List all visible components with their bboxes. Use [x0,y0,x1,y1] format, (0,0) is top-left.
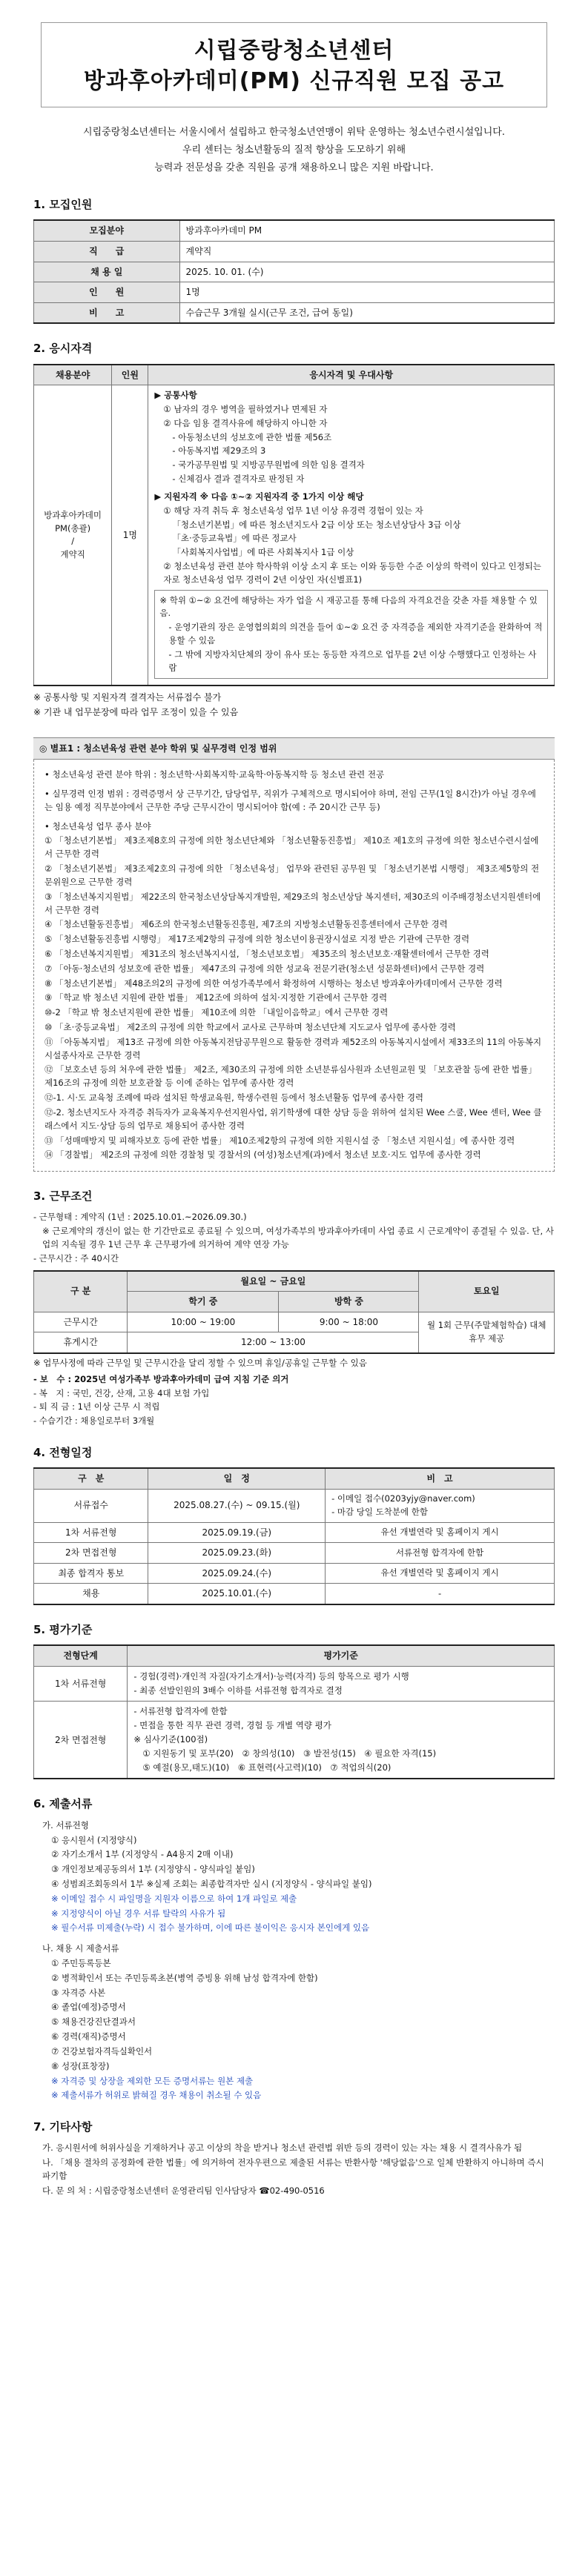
table-row [34,220,555,241]
col-header: 구 분 [34,1271,128,1312]
conditions-after [33,1357,555,1428]
intro-line: 우리 센터는 청소년활동의 질적 향상을 도모하기 위해 [182,145,406,156]
ref-item: ⑤ 「청소년활동진흥법 시행령」 제17조제2항의 규정에 의한 청소년이용권장시설로 지정 받은 기관에 근무한 경력 [44,934,470,945]
col-header: 구 분 [34,1468,148,1489]
ref-item: ⑫ 「보호소년 등의 처우에 관한 법률」 제2조, 제30조의 규정에 의한 소년분류심사원과 소년원교원 및 「보호관찰 등에 관한 법률」 제16조의 규정에 의한 보호관찰 등 이에 준하는 업무에 종사한 경력 [44,1064,537,1089]
misc-item: 나. 「채용 절차의 공정화에 관한 법률」에 의거하여 전자우편으로 제출된 서류는 반환사항 '해당없음'으로 일체 반환하지 아니하며 즉시 파기함 [42,2157,544,2182]
recruit-table [33,219,555,324]
documents-subheading: 가. 서류전형 [42,1819,89,1830]
criteria-line: - 경험(경력)·개인적 자질(자기소개서)·능력(자격) 등의 항목으로 평가 시행 [133,1670,409,1682]
col-header: 일 정 [148,1468,326,1489]
document-item: ② 자기소개서 1부 (지정양식 - A4용지 2매 이내) [51,1849,234,1860]
table-row [34,1702,555,1779]
section-title-conditions: 3. 근무조건 [33,1189,93,1204]
field-line: 계약직 [60,549,85,560]
qual-item: ② 청소년육성 관련 분야 학사학위 이상 소지 후 또는 이와 동등한 수준 이상의 학력이 있다고 인정되는 자로 청소년육성 업무 경력이 2년 이상인 자(신별표1) [163,560,541,585]
document-item: ② 병적확인서 또는 주민등록초본(병역 증빙용 위해 남성 합격자에 한함) [51,1972,318,1983]
ref-item: • 청소년육성 업무 종사 분야 [44,820,151,831]
qualification-table [33,364,555,687]
ref-item: ③ 「청소년복지지원법」 제22조의 한국청소년상담복지개발원, 제29조의 청소년상담 복지센터, 제30조의 이주배경청소년지원센터에서 근무한 경력 [44,891,541,915]
row-value: 2025. 10. 01. (수) [179,262,554,282]
remark-cell: - [326,1584,555,1604]
work-hours-table [33,1270,555,1354]
condition-line: - 퇴 직 금 : 1년 이상 근무 시 적립 [33,1401,160,1413]
date-cell: 2025.08.27.(수) ~ 09.15.(월) [148,1489,326,1522]
ref-item: ⑪ 「아동복지법」 제13조 규정에 의한 아동복지전담공무원으로 활동한 경력과 제52조의 아동복지시설에서 제33조의 11의 아동복지시설종사자로 근무한 경력 [44,1036,542,1060]
criteria-cell [128,1666,555,1702]
field-cell [34,385,112,686]
row-key: 직 급 [34,241,180,262]
ref-item: ⑬ 「성매매방지 및 피해자보호 등에 관한 법률」 제10조제2항의 규정에 의한 지원시설 중 「청소년 지원시설」에 종사한 경력 [44,1135,515,1146]
table-row [34,1563,555,1584]
page-title-line2: 방과후아카데미(PM) 신규직원 모집 공고 [83,67,505,94]
common-item: ① 남자의 경우 병역을 필하였거나 면제된 자 [163,404,328,415]
document-item: ⑤ 채용건강진단결과서 [51,2016,136,2028]
criteria-line: - 최종 선발인원의 3배수 이하를 서류전형 합격자로 결정 [133,1684,343,1696]
document-item: ⑧ 성장(표창장) [51,2060,110,2071]
exception-item: ※ 학위 ①~② 요건에 해당하는 자가 업을 시 재공고를 통해 다음의 자격요건을 갖춘 자를 채용할 수 있음. [159,594,538,619]
document-warning: ※ 자격증 및 상장을 제외한 모든 증명서류는 원본 제출 [51,2075,254,2086]
reference-title: ◎ 별표1 : 청소년육성 관련 분야 학위 및 실무경력 인정 범위 [33,737,555,760]
ref-item: ⑩-2 「학교 밖 청소년지원에 관한 법률」 제10조에 의한 「내일이음학교」에서 근무한 경력 [44,1007,389,1018]
col-header: 방학 중 [279,1292,419,1312]
table-row [34,262,555,282]
document-warning: ※ 제출서류가 허위로 밝혀질 경우 채용이 취소될 수 있음 [51,2090,262,2101]
table-header-row [34,1271,555,1292]
section-title-evaluation: 5. 평가기준 [33,1622,93,1636]
document-warning: ※ 지정양식이 아닐 경우 서류 탈락의 사유가 됨 [51,1908,226,1919]
ref-item: • 청소년육성 관련 분야 학위 : 청소년학·사회복지학·교육학·아동복지학 등 청소년 관련 전공 [44,769,385,780]
document-warning: ※ 이메일 접수 시 파일명을 지원자 이름으로 하여 1개 파일로 제출 [51,1893,297,1904]
ref-item: ⑦ 「아동·청소년의 성보호에 관한 법률」 제47조의 규정에 의한 성교육 전문기관(청소년 성문화센터)에서 근무한 경력 [44,963,485,974]
cell-value: 10:00 ~ 19:00 [128,1312,279,1332]
intro-text [33,124,555,177]
evaluation-table [33,1644,555,1779]
reference-body [33,760,555,1172]
date-cell: 2025.09.19.(금) [148,1522,326,1543]
row-key: 비 고 [34,302,180,323]
row-key: 채 용 일 [34,262,180,282]
table-header-row [34,365,555,385]
ref-item: ⑨ 「학교 밖 청소년 지원에 관한 법률」 제12조에 의하여 설치·지정한 기관에서 근무한 경력 [44,992,388,1003]
misc-list [33,2142,555,2197]
date-cell: 2025.09.23.(화) [148,1543,326,1564]
table-row [34,1489,555,1522]
col-header: 토요일 [419,1271,555,1312]
criteria-cell [128,1702,555,1779]
section-title-recruits: 1. 모집인원 [33,198,93,212]
count-cell: 1명 [112,385,148,686]
condition-line: - 수습기간 : 채용일로부터 3개월 [33,1415,155,1427]
qual-item: 「초·중등교육법」에 따른 정교사 [172,533,297,544]
ref-item: ⑩ 「초·중등교육법」 제2조의 규정에 의한 학교에서 교사로 근무하며 청소년단체 지도교사 업무에 종사한 경력 [44,1022,456,1033]
criteria-line: - 서류전형 합격자에 한함 [133,1706,228,1717]
table-header-row [34,1645,555,1666]
qual-heading [154,491,548,504]
condition-line: ※ 근로계약의 갱신이 없는 한 기간만료로 종료될 수 있으며, 여성가족부의 방과후아카데미 사업 종료 시 근로계약이 종결될 수 있음. 단, 사업의 지속될 경우 1년 근무 후 근무평가에 의거하여 계약 연장 가능 [42,1226,554,1250]
document-item: ④ 성범죄조회동의서 1부 ※실제 조회는 최종합격자만 실시 (지정양식 - 양식파일 붙임) [51,1878,372,1889]
row-value: 계약직 [179,241,554,262]
row-value: 1명 [179,282,554,303]
saturday-note: 월 1회 근무(주말체험학습) 대체휴무 제공 [419,1312,555,1353]
section-title-qualifications: 2. 응시자격 [33,342,93,356]
criteria-line: ① 지원동기 및 포부(20) ② 창의성(10) ③ 발전성(15) ④ 필요한 자격(15) [142,1747,437,1759]
documents-subheading: 나. 채용 시 제출서류 [42,1943,119,1954]
ref-item: ⑭ 「경찰법」 제2조의 규정에 의한 경찰청 및 경찰서의 (여성)청소년계(과)에서 청소년 보호·지도 업무에 종사한 경력 [44,1149,481,1161]
ref-item: ① 「청소년기본법」 제3조제8호의 규정에 의한 청소년단체와 「청소년활동진흥법」 제10조 제1호의 규정에 의한 청소년수련시설에서 근무한 경력 [44,835,539,860]
field-line: / [71,536,75,547]
stage-cell: 2차 면접전형 [34,1702,128,1779]
col-header: 전형단계 [34,1645,128,1666]
intro-line: 시립중랑청소년센터는 서울시에서 설립하고 한국청소년연맹이 위탁 운영하는 청소년수련시설입니다. [83,127,505,138]
section-title-schedule: 4. 전형일정 [33,1446,93,1460]
qual-item: ① 해당 자격 취득 후 청소년육성 업무 1년 이상 유경력 경험이 있는 자 [163,505,423,516]
row-key: 인 원 [34,282,180,303]
stage-cell: 2차 면접전형 [34,1543,148,1564]
qual-item: 「청소년기본법」에 따른 청소년지도사 2급 이상 또는 청소년상담사 3급 이상 [172,519,461,530]
note-line: ※ 기관 내 업무분장에 따라 업무 조정이 있을 수 있음 [33,707,239,718]
title-box [41,22,547,107]
stage-cell: 1차 서류전형 [34,1666,128,1702]
date-cell: 2025.09.24.(수) [148,1563,326,1584]
intro-line: 능력과 전문성을 갖춘 직원을 공개 채용하오니 많은 지원 바랍니다. [154,162,434,174]
document-item: ⑦ 건강보험자격득실확인서 [51,2045,153,2057]
document-item: ③ 개인정보제공동의서 1부 (지정양식 - 양식파일 붙임) [51,1864,255,1875]
condition-line: ※ 업무사정에 따라 근무일 및 근무시간을 달리 정할 수 있으며 휴일/공휴일 근무할 수 있음 [33,1358,367,1369]
stage-cell: 서류접수 [34,1489,148,1522]
page-title-line1: 시립중랑청소년센터 [194,38,394,64]
col-header: 인원 [112,365,148,385]
documents-list [33,1819,555,2102]
criteria-line: ⑤ 예절(용모,태도)(10) ⑥ 표현력(사고력)(10) ⑦ 적업의식(20) [142,1762,392,1773]
field-line: 방과후아카데미 [44,509,102,520]
table-row [34,282,555,303]
table-row [34,241,555,262]
common-item: - 아동청소년의 성보호에 관한 법률 제56조 [172,431,332,442]
document-item: ① 응시원서 (지정양식) [51,1834,137,1845]
misc-item: 다. 문 의 처 : 시립중랑청소년센터 운영관리팀 인사담당자 ☎02-490-0516 [42,2185,325,2196]
table-header-row [34,1468,555,1489]
exception-item: - 그 밖에 지방자치단체의 장이 유사 또는 동등한 자격으로 업무를 2년 이상 수행했다고 인정하는 사람 [168,648,537,673]
table-row [34,1522,555,1543]
table-row [34,385,555,686]
remark-line[interactable]: - 이메일 접수(0203yjy@naver.com) [331,1493,475,1504]
document-item: ⑥ 경력(재직)증명서 [51,2031,126,2042]
cell-value: 9:00 ~ 18:00 [279,1312,419,1332]
common-item: - 아동복지법 제29조의 3 [172,445,266,457]
remark-cell: 서류전형 합격자에 한함 [326,1543,555,1564]
condition-line: - 보 수 : 2025년 여성가족부 방과후아카데미 급여 지침 기준 의거 [33,1373,289,1384]
condition-line: - 근무시간 : 주 40시간 [33,1252,119,1264]
remark-cell: 유선 개별연락 및 홈페이지 게시 [326,1522,555,1543]
common-item: - 국가공무원법 및 지방공무원법에 의한 임용 결격자 [172,459,365,471]
ref-item: ② 「청소년기본법」 제3조제2호의 규정에 의한 「청소년육성」 업무와 관련된 공무원 및 「청소년기본법 시행령」 제3조제5항의 전문위원으로 근무한 경력 [44,863,540,887]
table-row [34,1584,555,1604]
table-row [34,1543,555,1564]
stage-cell: 채용 [34,1584,148,1604]
row-value: 방과후아카데미 PM [179,220,554,241]
criteria-line: - 면접을 통한 직무 관련 경력, 경험 등 개별 역량 평가 [133,1720,331,1731]
exception-item: - 운영기관의 장은 운영협의회의 의견을 들어 ①~② 요건 중 자격증을 제외한 자격기준을 완화하여 적용할 수 있음 [168,622,543,646]
common-heading: ▶ 공통사항 [154,390,197,401]
qual-item: 「사회복지사업법」에 따른 사회복지사 1급 이상 [172,547,354,558]
note-line: ※ 공통사항 및 지원자격 결격자는 서류접수 불가 [33,692,222,703]
row-key: 모집분야 [34,220,180,241]
col-header: 채용분야 [34,365,112,385]
table-row [34,1312,555,1332]
criteria-line: ※ 심사기준(100점) [133,1734,208,1745]
field-line: PM(총괄) [55,522,91,534]
document-warning: ※ 필수서류 미제출(누락) 시 접수 불가하며, 이에 따른 불이익은 응시자 본인에게 있음 [51,1922,370,1933]
document-item: ① 주민등록등본 [51,1958,111,1969]
col-header: 월요일 ~ 금요일 [128,1271,419,1292]
document-item: ④ 졸업(예정)증명서 [51,2002,126,2013]
col-header: 비 고 [326,1468,555,1489]
stage-cell: 1차 서류전형 [34,1522,148,1543]
condition-line: - 근무형태 : 계약직 (1년 : 2025.10.01.~2026.09.30.) [33,1212,247,1223]
ref-item: ④ 「청소년활동진흥법」 제6조의 한국청소년활동진흥원, 제7조의 지방청소년활동진흥센터에서 근무한 경력 [44,919,448,930]
ref-item: • 실무경력 인정 범위 : 경력증명서 상 근무기간, 담당업무, 직위가 구체적으로 명시되어야 하며, 전임 근무(1일 8시간)가 아닐 경우에는 임용 예정 직무분야에서 근무한 주당 근무시간이 명시되어야 함(예 : 주 20시간 근무 등) [44,789,536,812]
remark-cell [326,1489,555,1522]
table-row [34,1666,555,1702]
ref-item: ⑫-1. 시·도 교육청 조례에 따라 설치된 학생교육원, 학생수련원 등에서 청소년활동 업무에 종사한 경력 [44,1092,424,1103]
qualification-notes [33,691,555,719]
remark-cell: 유선 개별연락 및 홈페이지 게시 [326,1563,555,1584]
row-label: 근무시간 [34,1312,128,1332]
common-item: - 신체검사 결과 결격자로 판정된 자 [172,474,305,485]
ref-item: ⑥ 「청소년복지지원법」 제31조의 청소년복지시설, 「청소년보호법」 제35조의 청소년보호·재활센터에서 근무한 경력 [44,948,489,959]
document-item: ③ 자격증 사본 [51,1987,106,1998]
col-header: 평가기준 [128,1645,555,1666]
col-header: 학기 중 [128,1292,279,1312]
stage-cell: 최종 합격자 통보 [34,1563,148,1584]
col-header: 응시자격 및 우대사항 [148,365,555,385]
section-title-misc: 7. 기타사항 [33,2120,93,2134]
qual-heading-text: ▶ 지원자격 ※ 다음 ①~② 지원자격 중 1가지 이상 해당 [154,491,364,502]
ref-item: ⑧ 「청소년기본법」 제48조의2의 규정에 의한 여성가족부에서 확정하여 시행하는 청소년 방과후아카데미에서 근무한 경력 [44,977,503,989]
cell-value: 12:00 ~ 13:00 [128,1332,419,1353]
schedule-table [33,1467,555,1605]
row-label: 휴게시간 [34,1332,128,1353]
date-cell: 2025.10.01.(수) [148,1584,326,1604]
condition-line: - 복 지 : 국민, 건강, 산재, 고용 4대 보험 가입 [33,1387,210,1398]
qualification-details [148,385,555,686]
ref-item: ⑫-2. 청소년지도사 자격증 취득자가 교육복지우선지원사업, 위기학생에 대한 상담 등을 위하여 설치된 Wee 스쿨, Wee 센터, Wee 클래스에서 지도·상담 등의 업무로 채용되어 종사한 경력 [44,1106,542,1131]
row-value: 수습근무 3개월 실시(근무 조건, 급여 동일) [179,302,554,323]
section-title-documents: 6. 제출서류 [33,1797,93,1811]
conditions-text [33,1211,555,1265]
table-row [34,302,555,323]
common-item: ② 다음 임용 결격사유에 해당하지 아니한 자 [163,417,328,428]
exception-box [154,590,548,680]
misc-item: 가. 응시원서에 허위사실을 기재하거나 공고 이상의 착을 받거나 청소년 관련법 위반 등의 경력이 있는 자는 채용 시 결격사유가 됨 [42,2142,523,2154]
remark-line: - 마감 당일 도착분에 한함 [331,1506,428,1517]
